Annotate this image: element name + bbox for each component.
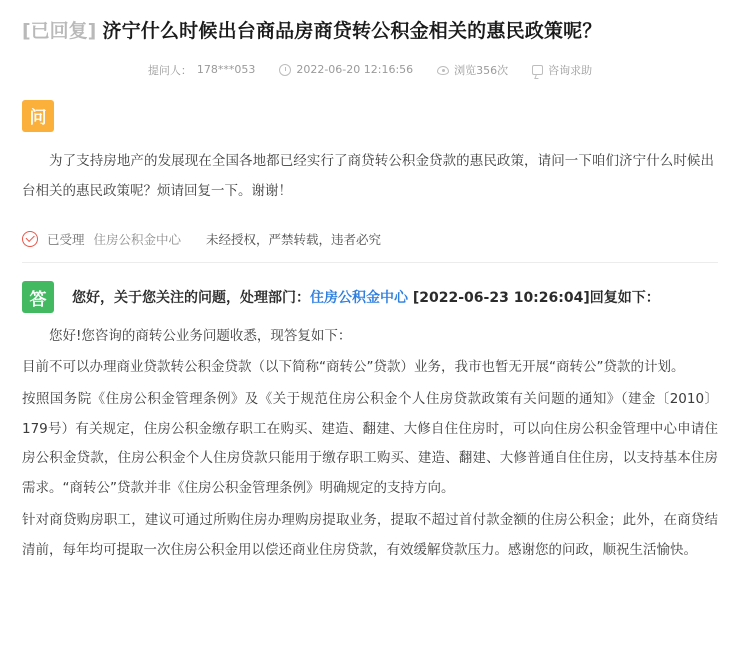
meta-time [279, 63, 413, 76]
copyright-notice: 未经授权，严禁转载，违者必究 [206, 232, 382, 248]
answer-department-link[interactable]: 住房公积金中心 [310, 290, 408, 307]
post-meta [22, 62, 718, 78]
category-value: 咨询求助 [548, 63, 593, 77]
meta-views [437, 62, 508, 78]
page-title [22, 0, 718, 46]
answer-paragraph: 按照国务院《住房公积金管理条例》及《关于规范住房公积金个人住房贷款政策有关问题的通知》（建金〔2010〕179号）有关规定，住房公积金缴存职工在购买、建造、翻建、大修自住住房时，可以向住房公积金管理中心申请住房公积金贷款，住房公积金个人住房贷款只能用于缴存职工购买、建造、翻建、大修普通自住住房，以支持基本住房需求。“商转公”贷款并非《住房公积金管理条例》明确规定的支持方向。 [22, 391, 718, 497]
check-circle-icon [22, 231, 38, 247]
question-content: 为了支持房地产的发展现在全国各地都已经实行了商贷转公积金贷款的惠民政策，请问一下咱们济宁什么时候出台相关的惠民政策呢？烦请回复一下。谢谢！ [22, 152, 714, 199]
submitter-label: 提问人： [147, 63, 192, 77]
status-row [22, 230, 718, 248]
time-value: 2022-06-20 12:16:56 [296, 63, 414, 77]
answer-header [72, 287, 718, 309]
tag-icon [532, 65, 543, 75]
answer-header-prefix: 您好，关于您关注的问题，处理部门： [72, 290, 310, 307]
question-badge: 问 [22, 100, 54, 132]
answer-paragraph: 针对商贷购房职工，建议可通过所购住房办理购房提取业务，提取不超过首付款金额的住房公积金；此外，在商贷结清前，每年均可提取一次住房公积金用以偿还商业住房贷款，有效缓解贷款压力。感谢您的问政，顺祝生活愉快。 [22, 511, 718, 558]
answer-header-suffix: [2022-06-23 10:26:04]回复如下： [408, 290, 660, 307]
clock-icon [279, 64, 291, 76]
submitter-value: 178***053 [196, 63, 256, 77]
status-label: 已受理 [47, 232, 85, 248]
eye-icon [437, 66, 449, 75]
status-department: 住房公积金中心 [93, 232, 182, 248]
views-value: 浏览356次 [454, 63, 509, 77]
status-badge: [已回复] [22, 20, 97, 42]
title-text: 济宁什么时候出台商品房商贷转公积金相关的惠民政策呢？ [102, 20, 602, 42]
answer-content [22, 322, 718, 566]
meta-submitter [148, 62, 256, 78]
answer-badge: 答 [22, 281, 54, 313]
answer-paragraph: 您好!您咨询的商转公业务问题收悉，现答复如下： [49, 327, 352, 344]
section-divider [22, 262, 718, 263]
answer-paragraph: 目前不可以办理商业贷款转公积金贷款（以下简称“商转公”贷款）业务，我市也暂无开展“商转公”贷款的计划。 [22, 359, 685, 376]
meta-category [532, 62, 592, 78]
